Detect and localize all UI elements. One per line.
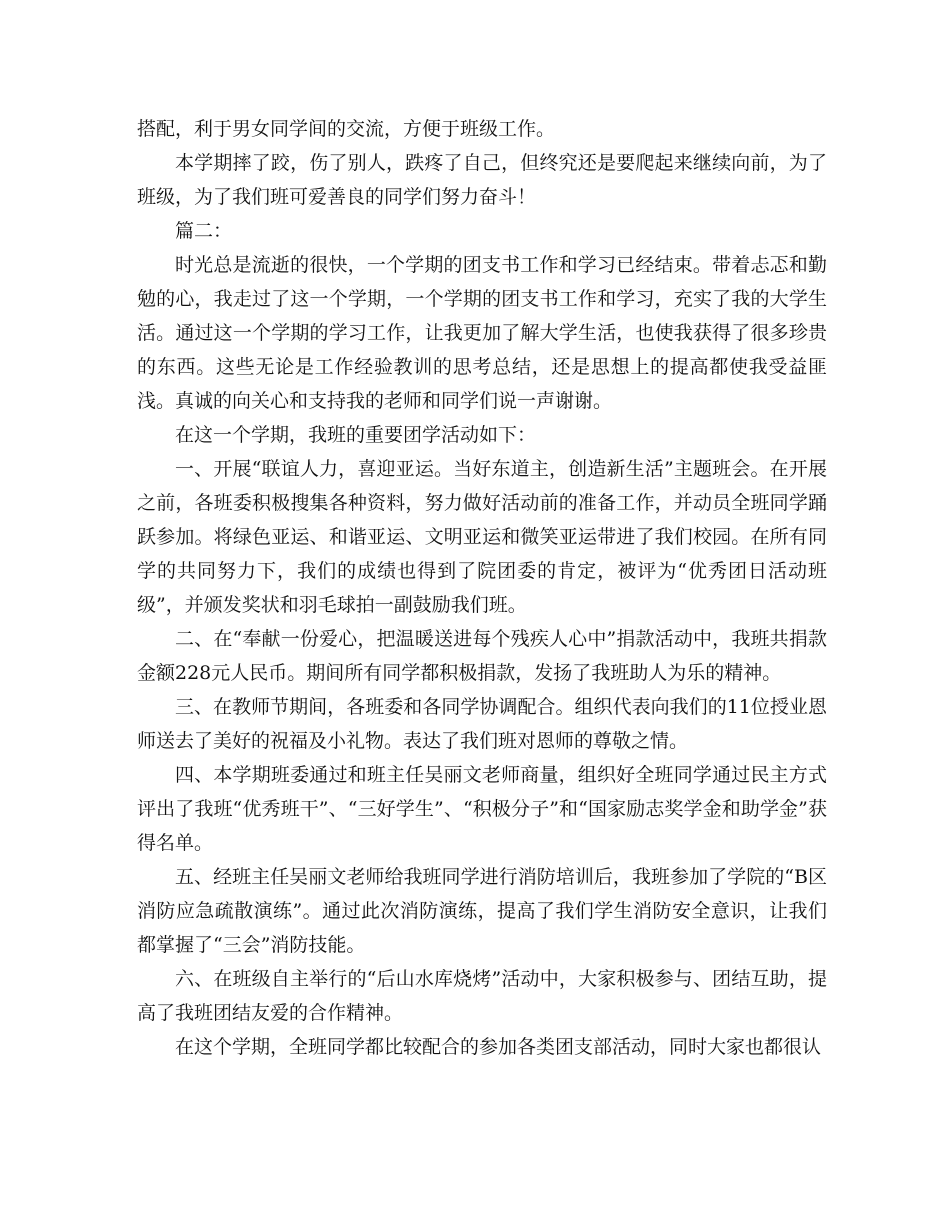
paragraph-activity-6: 六、在班级自主举行的“后山水库烧烤”活动中，大家积极参与、团结互助，提高了我班团结友爱的合作精神。 xyxy=(137,968,827,1024)
paragraph-activities-lead: 在这一个学期，我班的重要团学活动如下： xyxy=(175,424,537,446)
paragraph-activity-5: 五、经班主任吴丽文老师给我班同学进行消防培训后，我班参加了学院的“B区消防应急疏散演练”。通过此次消防演练，提高了我们学生消防安全意识，让我们都掌握了“三会”消防技能。 xyxy=(137,866,827,956)
paragraph-activity-2: 二、在“奉献一份爱心，把温暖送进每个残疾人心中”捐款活动中，我班共捐款金额228元人民币。期间所有同学都积极捐款，发扬了我班助人为乐的精神。 xyxy=(137,628,827,684)
paragraph-resolution: 本学期摔了跤，伤了别人，跌疼了自己，但终究还是要爬起来继续向前，为了班级，为了我们班可爱善良的同学们努力奋斗！ xyxy=(137,152,827,208)
paragraph-activity-1: 一、开展“联谊人力，喜迎亚运。当好东道主，创造新生活”主题班会。在开展之前，各班委积极搜集各种资料，努力做好活动前的准备工作，并动员全班同学踊跃参加。将绿色亚运、和谐亚运、文明亚运和微笑亚运带进了我们校园。在所有同学的共同努力下，我们的成绩也得到了院团委的肯定，被评为“优秀团日活动班级”，并颁发奖状和羽毛球拍一副鼓励我们班。 xyxy=(137,458,827,616)
paragraph-activity-3: 三、在教师节期间，各班委和各同学协调配合。组织代表向我们的11位授业恩师送去了美好的祝福及小礼物。表达了我们班对恩师的尊敬之情。 xyxy=(137,696,827,752)
paragraph-continued: 搭配，利于男女同学间的交流，方便于班级工作。 xyxy=(137,118,556,140)
section-heading-part-two: 篇二： xyxy=(175,220,233,242)
paragraph-closing: 在这个学期，全班同学都比较配合的参加各类团支部活动，同时大家也都很认 xyxy=(175,1036,822,1058)
document-body xyxy=(137,112,827,1064)
paragraph-intro: 时光总是流逝的很快，一个学期的团支书工作和学习已经结束。带着忐忑和勤勉的心，我走过了这一个学期，一个学期的团支书工作和学习，充实了我的大学生活。通过这一个学期的学习工作，让我更加了解大学生活，也使我获得了很多珍贵的东西。这些无论是工作经验教训的思考总结，还是思想上的提高都使我受益匪浅。真诚的向关心和支持我的老师和同学们说一声谢谢。 xyxy=(137,254,827,412)
paragraph-activity-4: 四、本学期班委通过和班主任吴丽文老师商量，组织好全班同学通过民主方式评出了我班“优秀班干”、“三好学生”、“积极分子”和“国家励志奖学金和助学金”获得名单。 xyxy=(137,764,827,854)
